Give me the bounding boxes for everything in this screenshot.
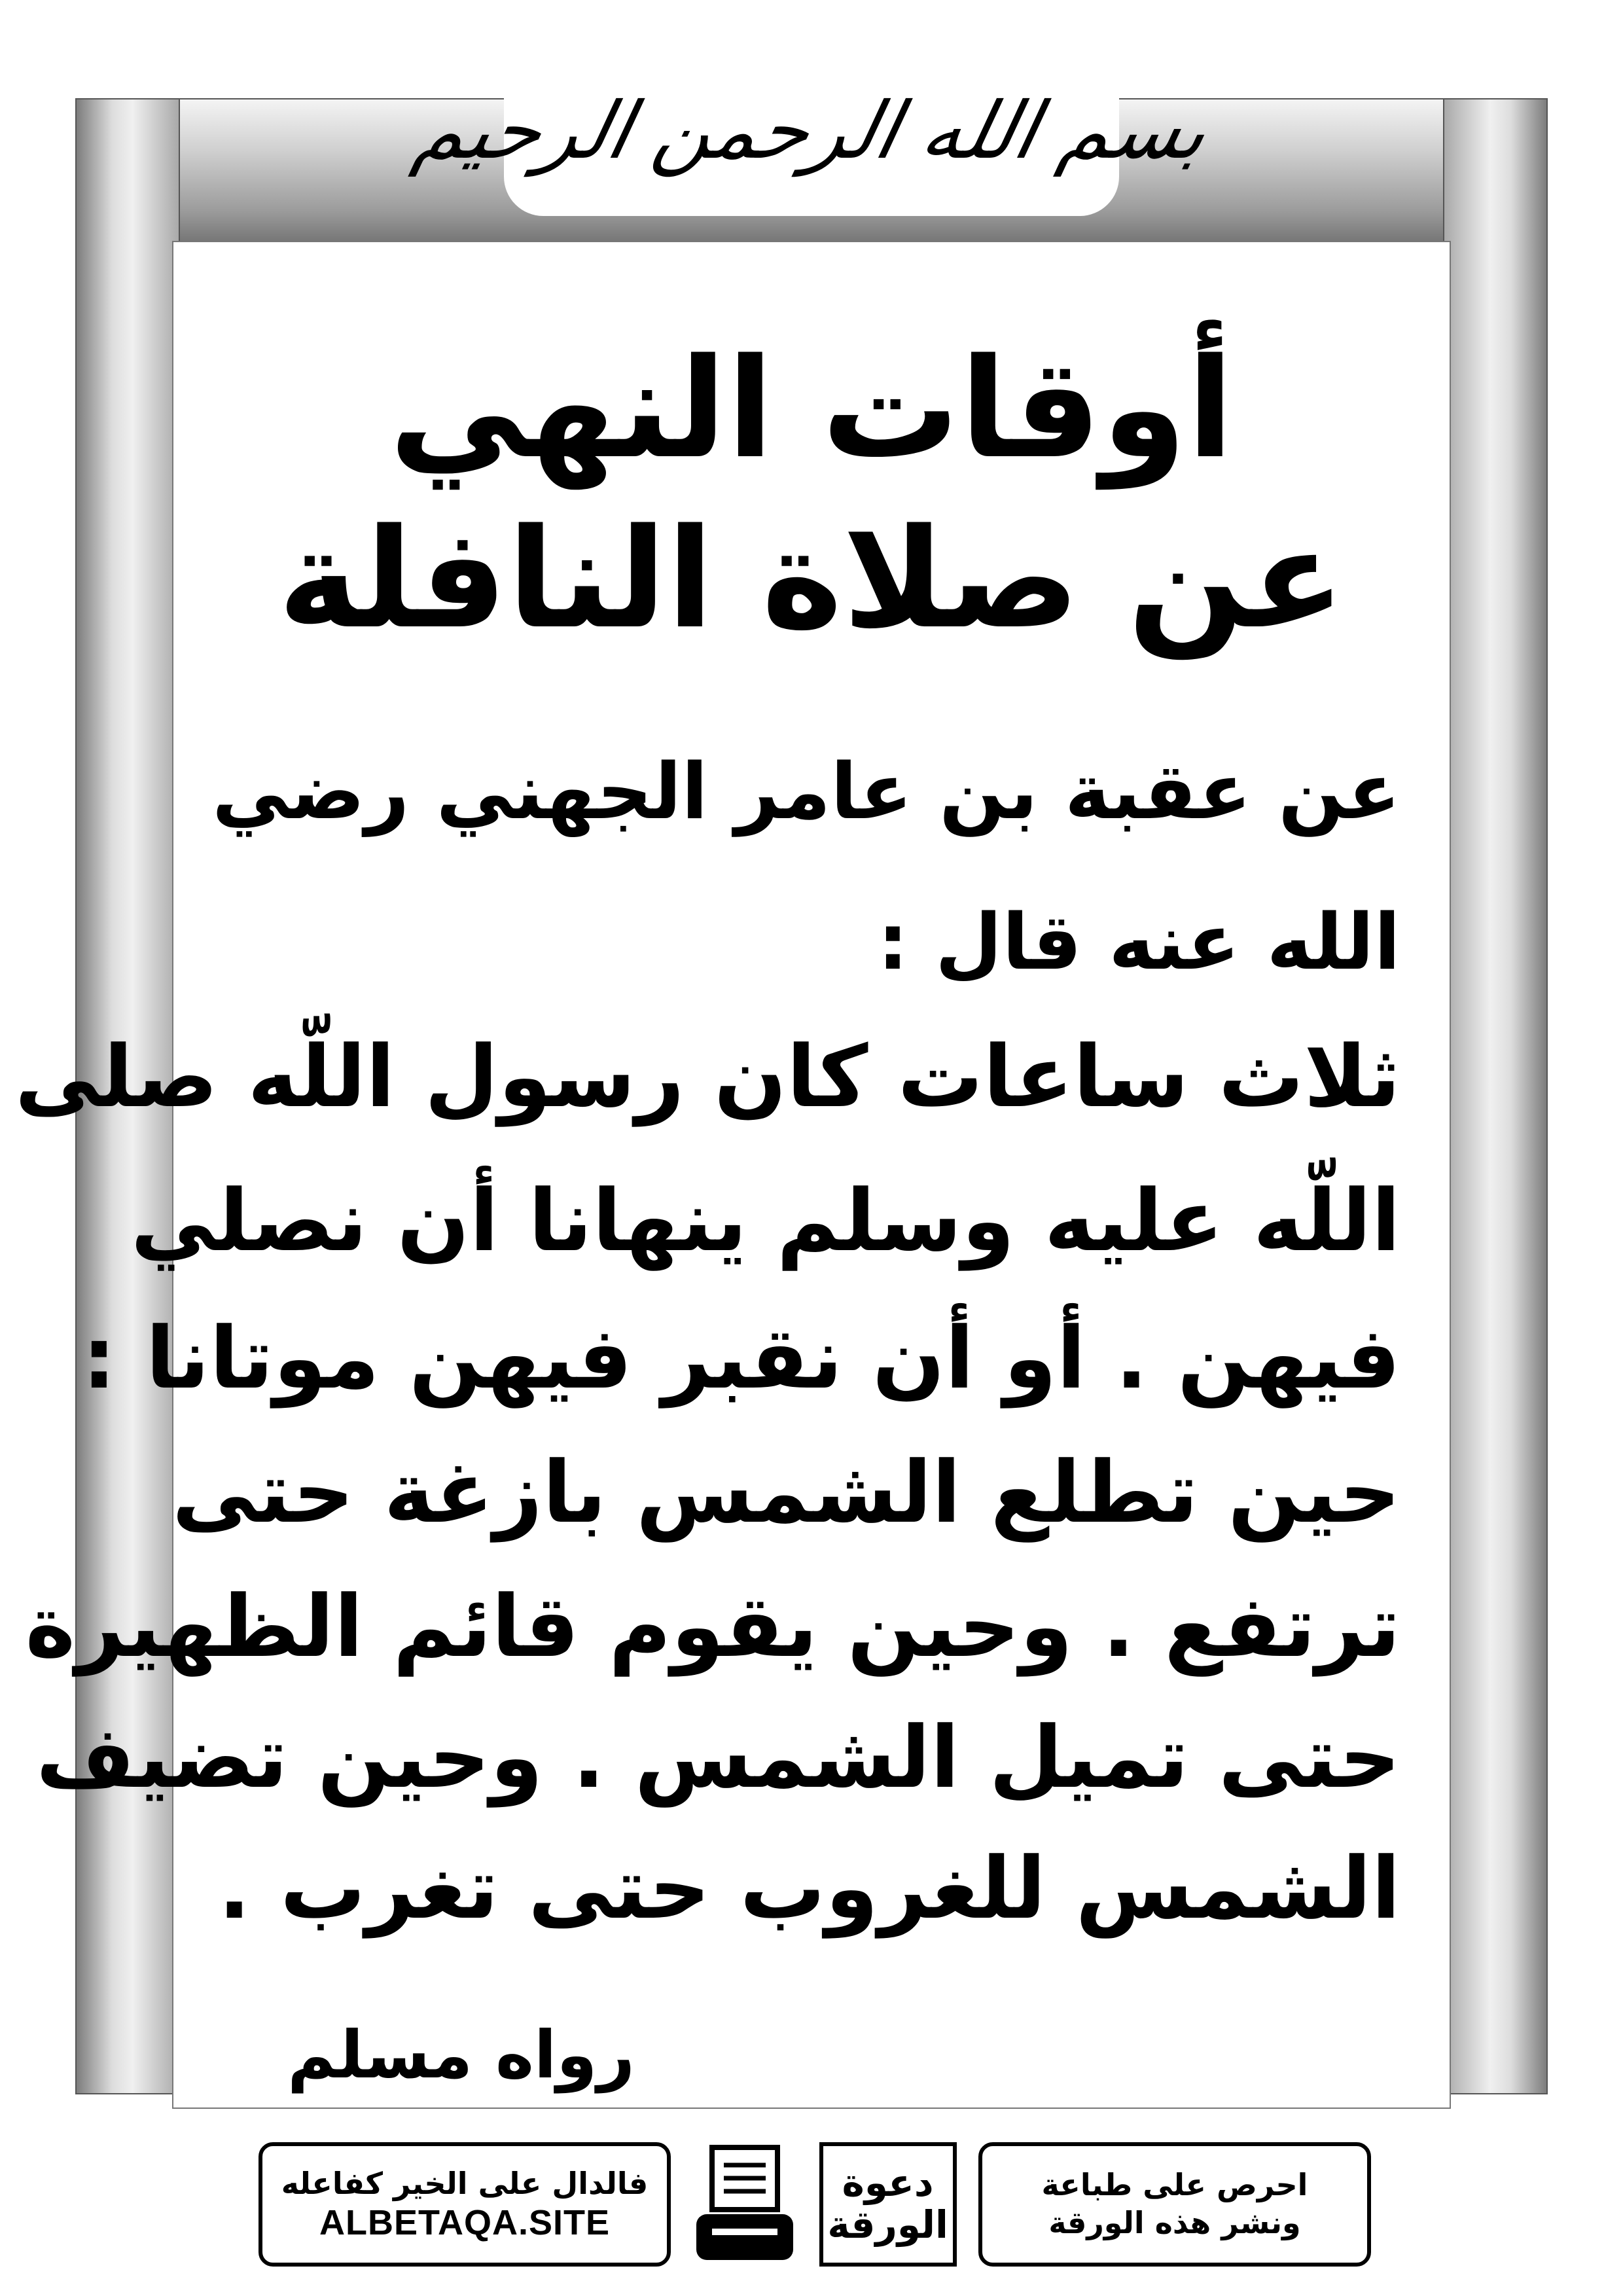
hadith-line-6: حين تطلع الشمس بازغة حتى (171, 1443, 1400, 1542)
frame-right-bar (1443, 98, 1548, 2094)
dawa-logo (819, 2142, 957, 2267)
basmala-calligraphy: بسم الله الرحمن الرحيم (407, 85, 1216, 177)
hadith-line-8: حتى تميل الشمس . وحين تضيف (36, 1708, 1400, 1807)
hadith-line-3: ثلاث ساعات كان رسول اللّه صلى (14, 1027, 1400, 1126)
hadith-line-5: فيهن . أو أن نقبر فيهن موتانا : (82, 1308, 1400, 1408)
hadith-line-9: الشمس للغروب حتى تغرب . (218, 1839, 1400, 1938)
page-title-line-2: عن صلاة النافلة (277, 499, 1346, 659)
footer-print-line-2: ونشر هذه الورقة (1048, 2204, 1301, 2240)
footer-saying: فالدال على الخير كفاعله (281, 2165, 649, 2201)
hadith-line-1: عن عقبة بن عامر الجهني رضي (212, 746, 1400, 836)
hadith-source: رواه مسلم (287, 2017, 635, 2093)
footer-website: ALBETAQA.SITE (319, 2203, 610, 2243)
hadith-line-2: الله عنه قال : (877, 897, 1400, 987)
logo-word-bottom: الورقة (827, 2202, 948, 2247)
footer-website-box (259, 2142, 671, 2267)
logo-word-top: دعوة (842, 2160, 934, 2205)
footer-bar (259, 2140, 1371, 2268)
footer-print-line-1: احرص على طباعة (1041, 2167, 1308, 2202)
basmala-plate (407, 46, 1216, 216)
hadith-line-4: اللّه عليه وسلم ينهانا أن نصلي (130, 1171, 1400, 1270)
footer-print-box (978, 2142, 1371, 2267)
printer-icon (692, 2142, 797, 2267)
hadith-line-7: ترتفع . وحين يقوم قائم الظهيرة (25, 1577, 1400, 1676)
page-title-line-1: أوقات النهي (389, 329, 1234, 489)
